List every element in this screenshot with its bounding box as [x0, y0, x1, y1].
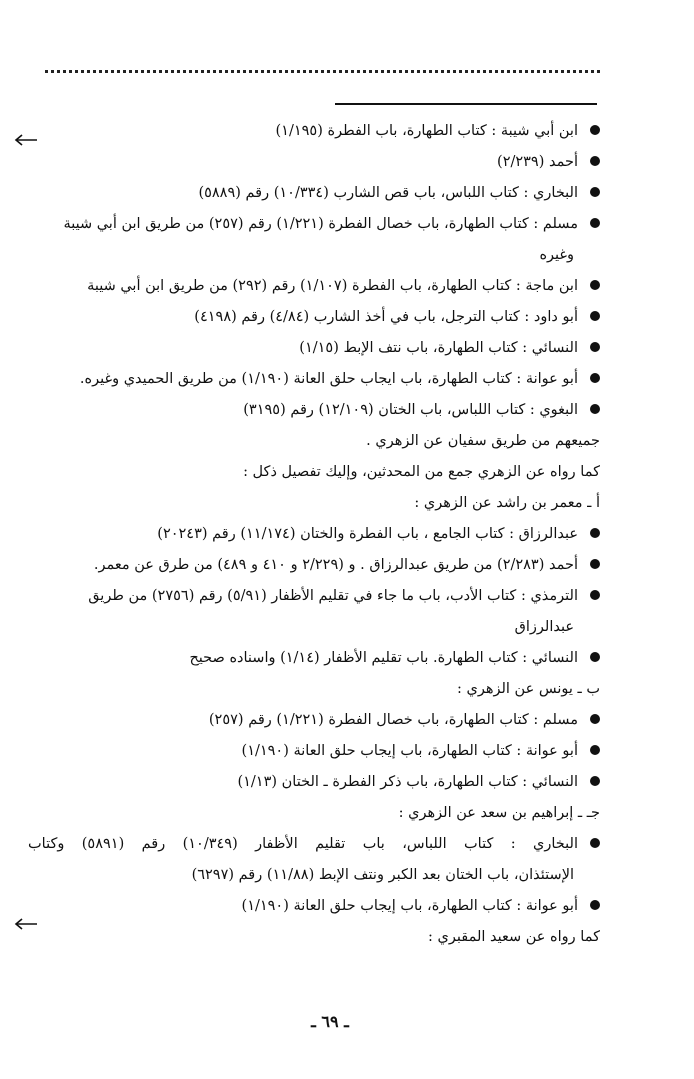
text-line	[28, 488, 600, 519]
reference-item	[28, 519, 600, 550]
bullet-icon	[590, 125, 600, 135]
line-text: أبو داود : كتاب الترجل، باب في أخذ الشارب (٤/٨٤) رقم (٤١٩٨)	[194, 309, 578, 325]
line-text: كما رواه عن سعيد المقبري :	[428, 929, 600, 945]
text-line	[28, 798, 600, 829]
line-text: ابن ماجة : كتاب الطهارة، باب الفطرة (١/١٠٧) رقم (٢٩٢) من طريق ابن أبي شيبة	[87, 278, 578, 294]
reference-item	[28, 829, 600, 860]
line-text: وغيره	[539, 247, 574, 263]
bullet-icon	[590, 404, 600, 414]
line-text: ب ـ يونس عن الزهري :	[456, 681, 600, 697]
reference-item	[28, 643, 600, 674]
bullet-icon	[590, 838, 600, 848]
bullet-icon	[590, 311, 600, 321]
line-text: البخاري : كتاب اللباس، باب قص الشارب (١٠/٣٣٤) رقم (٥٨٨٩)	[198, 185, 578, 201]
text-body	[28, 116, 600, 953]
reference-item	[28, 333, 600, 364]
line-text: مسلم : كتاب الطهارة، باب خصال الفطرة (١/٢٢١) رقم (٢٥٧)	[208, 712, 578, 728]
bullet-icon	[590, 745, 600, 755]
reference-item	[28, 178, 600, 209]
bullet-icon	[590, 714, 600, 724]
bullet-icon	[590, 559, 600, 569]
line-text: أبو عوانة : كتاب الطهارة، باب إيجاب حلق العانة (١/١٩٠)	[241, 743, 578, 759]
reference-item	[28, 395, 600, 426]
dotted-separator	[45, 70, 600, 73]
page-number: ـ ٦٩ ـ	[311, 1012, 349, 1031]
line-text: ابن أبي شيبة : كتاب الطهارة، باب الفطرة (١/١٩٥)	[275, 123, 578, 139]
text-line	[28, 457, 600, 488]
reference-item	[28, 767, 600, 798]
reference-item	[28, 891, 600, 922]
reference-item-continuation	[28, 612, 600, 643]
bullet-icon	[590, 652, 600, 662]
bullet-icon	[590, 280, 600, 290]
line-text: جميعهم من طريق سفيان عن الزهري .	[366, 433, 600, 449]
reference-item	[28, 147, 600, 178]
reference-item	[28, 209, 600, 240]
line-text: مسلم : كتاب الطهارة، باب خصال الفطرة (١/٢٢١) رقم (٢٥٧) من طريق ابن أبي شيبة	[63, 216, 578, 232]
text-line	[28, 922, 600, 953]
text-line	[28, 674, 600, 705]
line-text: كما رواه عن الزهري جمع من المحدثين، وإليك تفصيل ذكل :	[243, 464, 600, 480]
text-line	[28, 426, 600, 457]
reference-item	[28, 302, 600, 333]
line-text: الترمذي : كتاب الأدب، باب ما جاء في تقليم الأظفار (٥/٩١) رقم (٢٧٥٦) من طريق	[88, 588, 578, 604]
bullet-icon	[590, 373, 600, 383]
reference-item	[28, 705, 600, 736]
line-text: عبدالرزاق : كتاب الجامع ، باب الفطرة والختان (١١/١٧٤) رقم (٢٠٢٤٣)	[157, 526, 578, 542]
bullet-icon	[590, 187, 600, 197]
line-text: البخاري : كتاب اللباس، باب تقليم الأظفار (١٠/٣٤٩) رقم (٥٨٩١) وكتاب	[28, 836, 578, 852]
bullet-icon	[590, 528, 600, 538]
bullet-icon	[590, 156, 600, 166]
reference-item	[28, 271, 600, 302]
line-text: أبو عوانة : كتاب الطهارة، باب ايجاب حلق العانة (١/١٩٠) من طريق الحميدي وغيره.	[79, 371, 578, 387]
bullet-icon	[590, 776, 600, 786]
reference-item	[28, 116, 600, 147]
bullet-icon	[590, 218, 600, 228]
line-text: أحمد (٢/٢٣٩)	[497, 154, 578, 170]
line-text: النسائي : كتاب الطهارة، باب ذكر الفطرة ـ الختان (١/١٣)	[237, 774, 578, 790]
bullet-icon	[590, 342, 600, 352]
line-text: النسائي : كتاب الطهارة، باب نتف الإبط (١/١٥)	[299, 340, 578, 356]
line-text: جـ ـ إبراهيم بن سعد عن الزهري :	[398, 805, 600, 821]
reference-item	[28, 581, 600, 612]
bullet-icon	[590, 900, 600, 910]
reference-item	[28, 364, 600, 395]
solid-separator	[335, 103, 597, 105]
reference-item	[28, 736, 600, 767]
reference-item-continuation	[28, 860, 600, 891]
reference-item-continuation	[28, 240, 600, 271]
line-text: أبو عوانة : كتاب الطهارة، باب إيجاب حلق العانة (١/١٩٠)	[241, 898, 578, 914]
line-text: عبدالرزاق	[514, 619, 574, 635]
line-text: الإستئذان، باب الختان بعد الكبر ونتف الإبط (١١/٨٨) رقم (٦٢٩٧)	[191, 867, 574, 883]
bullet-icon	[590, 590, 600, 600]
reference-item	[28, 550, 600, 581]
line-text: أ ـ معمر بن راشد عن الزهري :	[414, 495, 600, 511]
line-text: البغوي : كتاب اللباس، باب الختان (١٢/١٠٩) رقم (٣١٩٥)	[243, 402, 578, 418]
line-text: النسائي : كتاب الطهارة. باب تقليم الأظفار (١/١٤) واسناده صحيح	[189, 650, 578, 666]
line-text: أحمد (٢/٢٨٣) من طريق عبدالرزاق . و (٢/٢٢٩ و ٤١٠ و ٤٨٩) من طرق عن معمر.	[93, 557, 578, 573]
